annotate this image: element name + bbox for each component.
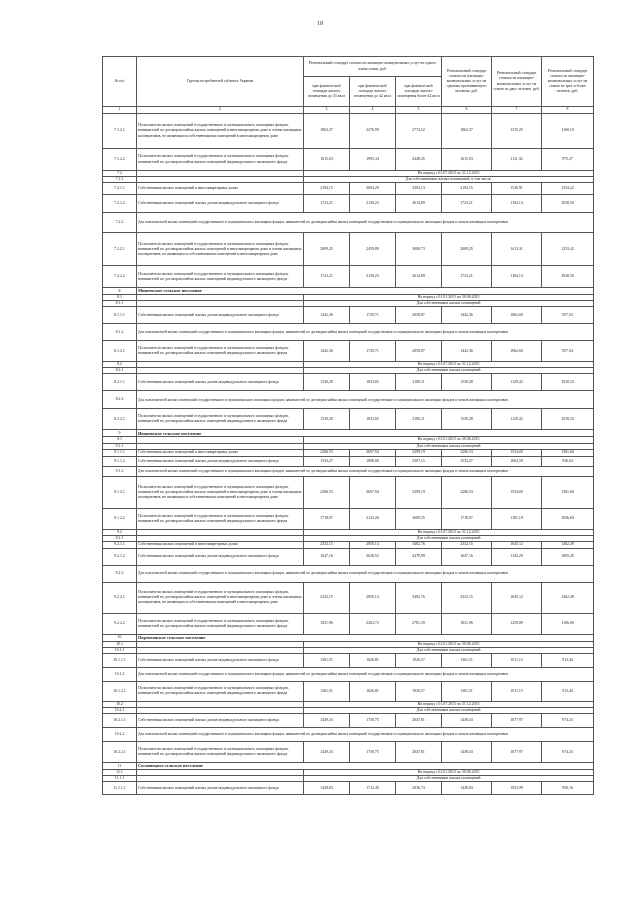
col-number: 5 — [396, 107, 442, 114]
standard-value: 1142,29 — [492, 548, 542, 565]
row-number: 9.1 — [103, 437, 137, 443]
subgroup-row — [103, 667, 594, 681]
standard-value: 1018,33 — [542, 374, 594, 391]
standard-value: 1729,71 — [350, 341, 396, 362]
table-row — [103, 449, 594, 456]
standard-value: 1647,16 — [304, 548, 350, 565]
col-number: 4 — [350, 107, 396, 114]
row-number: 9.1.2.2 — [103, 508, 137, 529]
standard-value: 1449,43 — [442, 742, 492, 763]
table-row — [103, 613, 594, 634]
standard-value: 1995,34 — [350, 149, 396, 171]
table-row — [103, 149, 594, 171]
table-body — [103, 57, 594, 795]
section-row — [103, 430, 594, 437]
standard-value: 3482,76 — [396, 582, 442, 613]
standard-value: 1888,06 — [350, 456, 396, 466]
table-row — [103, 183, 594, 195]
period-label: Для собственников жилых помещений — [304, 535, 594, 541]
col-number: 8 — [542, 107, 594, 114]
consumer-group-name: Собственники жилых помещений жилых домов индивидуального жилищного фонда — [137, 456, 304, 466]
standard-value: 2332,15 — [304, 541, 350, 548]
consumer-group-name: Пользователи жилых помещений государственного и муниципального жилищных фондов, нанимателей по договорам найма жилых помещений в многоквартирном доме и члены жилищных кооперативов, не являющихся собственниками помещений в многоквартирном доме — [137, 476, 304, 508]
header-no: № п/п — [103, 57, 137, 107]
standard-value: 1442,36 — [304, 341, 350, 362]
subgroup-label: Для пользователей жилых помещений государственного и муниципального жилищных фондов, нанимателей по договорам найма жилых помещений государственного и муниципального жилищных фондов и членов жилищных кооперативов — [137, 667, 594, 681]
standard-value: 2459,09 — [350, 233, 396, 266]
table-row — [103, 195, 594, 213]
standard-value: 1530,28 — [442, 374, 492, 391]
row-number: 7.1.2.1 — [103, 114, 137, 149]
standard-value: 1005,20 — [542, 548, 594, 565]
standard-value: 1184,14 — [492, 195, 542, 213]
consumer-group-name: Пользователи жилых помещений государственного и муниципального жилищных фондов, нанимателей по договорам найма жилых помещений индивидуального жилищного фонда — [137, 742, 304, 763]
standard-value: 2028,52 — [350, 548, 396, 565]
row-number: 8.2 — [103, 362, 137, 368]
table-row — [103, 456, 594, 466]
row-number: 8.2.1 — [103, 368, 137, 374]
row-number: 8.1.1.1 — [103, 307, 137, 324]
col-number: 7 — [492, 107, 542, 114]
header-row-top — [103, 57, 594, 77]
standard-value: 1730,75 — [350, 742, 396, 763]
row-number: 9.2.1 — [103, 535, 137, 541]
standard-value: 3482,76 — [396, 541, 442, 548]
row-number: 10.1.1 — [103, 647, 137, 653]
row-number: 11.1.1.1 — [103, 782, 137, 795]
subgroup-label: Для пользователей жилых помещений государственного и муниципального жилищных фондов, нанимателей по договорам найма жилых помещений государственного и муниципального жилищных фондов и членов жилищных кооперативов — [137, 324, 594, 341]
period-label: Для собственников жилых помещений, в том числе: — [304, 177, 594, 183]
standard-value: 1533,27 — [304, 456, 350, 466]
standard-value: 2609,55 — [396, 508, 442, 529]
standard-value: 2774,52 — [396, 114, 442, 149]
standard-value: 1863,37 — [442, 114, 492, 149]
period-label: На период с 01.07.2015 по 31.12.2015 — [304, 171, 594, 177]
row-number: 10 — [103, 634, 137, 641]
consumer-group-name: Собственники жилых помещений в многоквартирных домах — [137, 183, 304, 195]
standard-value: 2263,72 — [350, 613, 396, 634]
standard-value: 1053,99 — [492, 782, 542, 795]
header-row-numbers — [103, 107, 594, 114]
row-number: 10.2.2.1 — [103, 742, 137, 763]
table-row — [103, 742, 594, 763]
standard-value: 974,23 — [542, 714, 594, 728]
row-number: 9.2.1.1 — [103, 541, 137, 548]
period-label: Для собственников жилых помещений — [304, 368, 594, 374]
header-three-plus: Региональный стандарт стоимости жилищно-коммунальных услуг на семью из трех и более человек, руб. — [542, 57, 594, 107]
standard-value: 1712,49 — [350, 782, 396, 795]
standard-value: 2448,45 — [396, 149, 442, 171]
row-number: 11 — [103, 763, 137, 770]
standard-value: 1259,89 — [492, 613, 542, 634]
standard-value: 1428,83 — [304, 782, 350, 795]
standard-value: 975,27 — [542, 149, 594, 171]
row-number: 8.2.1.1 — [103, 374, 137, 391]
subgroup-label: Для пользователей жилых помещений государственного и муниципального жилищных фондов, нанимателей по договорам найма жилых помещений государственного и муниципального жилищных фондов и членов жилищных кооперативов — [137, 466, 594, 476]
standard-value: 1038,50 — [542, 195, 594, 213]
period-label: На период с 01.01.2015 по 30.06.2015 — [304, 295, 594, 301]
row-number: 8.2.2.1 — [103, 409, 137, 430]
standard-value: 2307,15 — [396, 456, 442, 466]
standard-value: 1168,10 — [542, 114, 594, 149]
standard-value: 2123,26 — [350, 508, 396, 529]
standard-value: 1011,15 — [492, 681, 542, 701]
consumer-group-name: Пользователи жилых помещений государственного и муниципального жилищных фондов, нанимателей по договорам найма жилых помещений в многоквартирном доме и члены жилищных кооперативов, не являющихся собственниками помещений в многоквартирном доме — [137, 114, 304, 149]
standard-value: 1442,36 — [304, 307, 350, 324]
standard-value: 1381,60 — [542, 476, 594, 508]
row-number: 7.2.2 — [103, 213, 137, 233]
row-number: 9 — [103, 430, 137, 437]
standard-value: 3303,13 — [396, 183, 442, 195]
standard-value: 1530,28 — [304, 374, 350, 391]
row-number: 9.1.1 — [103, 443, 137, 449]
standard-value: 1361,51 — [304, 653, 350, 667]
row-number: 9.1.2.1 — [103, 476, 137, 508]
standard-value: 1926,57 — [396, 653, 442, 667]
period-label: Для собственников жилых помещений — [304, 301, 594, 307]
standard-value: 2180,11 — [396, 409, 442, 430]
standard-value: 1723,21 — [304, 266, 350, 288]
standard-value: 1449,43 — [442, 714, 492, 728]
settlement-name: Сосновецкое сельское поселение — [137, 763, 594, 770]
row-number: 10.1.1.1 — [103, 653, 137, 667]
subgroup-row — [103, 213, 594, 233]
standard-value: 1831,96 — [304, 613, 350, 634]
row-number: 9.1.1.2 — [103, 456, 137, 466]
row-number: 8.2.2 — [103, 391, 137, 409]
period-label: На период с 01.01.2015 по 30.06.2015 — [304, 641, 594, 647]
standard-value: 1036,84 — [542, 508, 594, 529]
standard-value: 1181,19 — [492, 508, 542, 529]
period-label: На период с 01.07.2015 по 31.12.2015 — [304, 362, 594, 368]
table-row — [103, 508, 594, 529]
consumer-group-name: Собственники жилых помещений жилых домов индивидуального жилищного фонда — [137, 195, 304, 213]
section-row — [103, 288, 594, 295]
standard-value: 1615,03 — [304, 149, 350, 171]
standard-value: 1626,81 — [350, 653, 396, 667]
consumer-group-name: Пользователи жилых помещений государственного и муниципального жилищных фондов, нанимателей по договорам найма жилых помещений в многоквартирном доме и члены жилищных кооперативов, не являющихся собственниками помещений в многоквартирном доме — [137, 233, 304, 266]
standard-value: 2130,23 — [350, 195, 396, 213]
subgroup-label: Для пользователей жилых помещений государственного и муниципального жилищных фондов, нанимателей по договорам найма жилых помещений государственного и муниципального жилищных фондов и членов жилищных кооперативов — [137, 728, 594, 742]
period-label: На период с 01.01.2015 по 30.06.2015 — [304, 437, 594, 443]
table-row — [103, 548, 594, 565]
standard-value: 2206,53 — [442, 449, 492, 456]
row-number: 8.1 — [103, 295, 137, 301]
consumer-group-name: Пользователи жилых помещений государственного и муниципального жилищных фондов, нанимателей по договорам найма жилых помещений индивидуального жилищного фонда — [137, 149, 304, 171]
subgroup-label: Для пользователей жилых помещений государственного и муниципального жилищных фондов, нанимателей по договорам найма жилых помещений государственного и муниципального жилищных фондов и членов жилищных кооперативов — [137, 565, 594, 582]
consumer-group-name: Собственники жилых помещений в многоквартирных домах — [137, 449, 304, 456]
table-row — [103, 374, 594, 391]
standard-value: 1253,42 — [542, 233, 594, 266]
standard-value: 2332,15 — [442, 541, 492, 548]
standard-value: 1615,03 — [442, 149, 492, 171]
row-number: 11.1.1 — [103, 776, 137, 782]
period-label: Для собственников жилых помещений — [304, 776, 594, 782]
table-row — [103, 307, 594, 324]
standard-value: 1833,65 — [350, 374, 396, 391]
standard-value: 1626,81 — [350, 681, 396, 701]
standard-value: 1718,07 — [304, 508, 350, 529]
standard-value: 2614,89 — [396, 195, 442, 213]
standard-value: 2206,53 — [442, 476, 492, 508]
row-number: 10.1.2.1 — [103, 681, 137, 701]
consumer-group-name: Собственники жилых помещений жилых домов индивидуального жилищного фонда — [137, 714, 304, 728]
col-number: 3 — [304, 107, 350, 114]
standard-value: 2036,73 — [396, 782, 442, 795]
standard-value: 1449,43 — [304, 714, 350, 728]
row-number: 8.1.1 — [103, 301, 137, 307]
standard-value: 1723,21 — [442, 266, 492, 288]
col-number: 2 — [137, 107, 304, 114]
col-number: 6 — [442, 107, 492, 114]
row-number: 9.2.1.2 — [103, 548, 137, 565]
table-row — [103, 714, 594, 728]
consumer-group-name: Пользователи жилых помещений государственного и муниципального жилищных фондов, нанимателей по договорам найма жилых помещений индивидуального жилищного фонда — [137, 508, 304, 529]
standard-value: 1718,07 — [442, 508, 492, 529]
standard-value: 2850,14 — [350, 541, 396, 548]
row-number: 7.2.2.1 — [103, 233, 137, 266]
settlement-name: Минеевское сельское поселение — [137, 288, 594, 295]
standard-value: 1413,31 — [492, 233, 542, 266]
standard-value: 2697,94 — [350, 476, 396, 508]
standard-value: 1106,00 — [542, 613, 594, 634]
period-label: Для собственников жилых помещений — [304, 647, 594, 653]
header-area-over-42: при фактической площади жилого помещения более 42 кв.м — [396, 77, 442, 107]
period-label: На период с 01.07.2015 по 31.12.2015 — [304, 529, 594, 535]
row-number: 9.2.2.2 — [103, 613, 137, 634]
standard-value: 1315,25 — [492, 114, 542, 149]
standard-value: 950,16 — [542, 782, 594, 795]
row-number: 9.2.2 — [103, 565, 137, 582]
row-number: 7.2 — [103, 171, 137, 177]
standard-value: 2058,87 — [396, 307, 442, 324]
settlement-name: Партизанское сельское поселение — [137, 634, 594, 641]
standard-value: 1361,51 — [304, 681, 350, 701]
standard-value: 2047,81 — [396, 742, 442, 763]
standard-value: 1530,91 — [492, 183, 542, 195]
table-row — [103, 653, 594, 667]
header-standard-group: Региональный стандарт стоимости жилищно-коммунальных услуг на одного члена семьи, руб. — [304, 57, 442, 77]
standard-value: 1361,51 — [442, 653, 492, 667]
row-number: 10.1.2 — [103, 667, 137, 681]
period-label: На период с 01.07.2015 по 31.12.2015 — [304, 701, 594, 707]
standard-value: 1647,16 — [442, 548, 492, 565]
row-number: 11.1 — [103, 770, 137, 776]
standard-value: 1354,22 — [542, 183, 594, 195]
standard-value: 2697,94 — [350, 449, 396, 456]
section-row — [103, 763, 594, 770]
standard-value: 3000,73 — [396, 233, 442, 266]
standard-value: 1645,12 — [492, 582, 542, 613]
housing-standards-table — [102, 56, 594, 795]
page-number: 18 — [317, 21, 323, 27]
standard-value: 1129,42 — [492, 374, 542, 391]
standard-value: 2130,23 — [350, 266, 396, 288]
row-number: 8.1.2.1 — [103, 341, 137, 362]
row-number: 10.2.1.1 — [103, 714, 137, 728]
row-number: 8 — [103, 288, 137, 295]
standard-value: 1554,69 — [492, 449, 542, 456]
period-label: Для собственников жилых помещений — [304, 708, 594, 714]
row-number: 7.2.1.2 — [103, 195, 137, 213]
standard-value: 1361,51 — [442, 681, 492, 701]
standard-value: 1462,49 — [542, 582, 594, 613]
standard-value: 1442,36 — [442, 341, 492, 362]
standard-value: 1723,21 — [304, 195, 350, 213]
standard-value: 3299,19 — [396, 449, 442, 456]
subgroup-row — [103, 324, 594, 341]
standard-value: 1062,60 — [492, 307, 542, 324]
standard-value: 2194,15 — [442, 183, 492, 195]
row-number: 10.2 — [103, 701, 137, 707]
standard-value: 2194,15 — [304, 183, 350, 195]
standard-value: 957,54 — [542, 341, 594, 362]
table-row — [103, 582, 594, 613]
standard-value: 2206,53 — [304, 476, 350, 508]
consumer-group-name: Пользователи жилых помещений государственного и муниципального жилищных фондов, нанимателей по договорам найма жилых помещений индивидуального жилищного фонда — [137, 266, 304, 288]
row-number: 9.2.2.1 — [103, 582, 137, 613]
consumer-group-name: Пользователи жилых помещений государственного и муниципального жилищных фондов, нанимателей по договорам найма жилых помещений индивидуального жилищного фонда — [137, 613, 304, 634]
standard-value: 2047,81 — [396, 714, 442, 728]
standard-value: 1723,21 — [442, 195, 492, 213]
standard-value: 1184,14 — [492, 266, 542, 288]
standard-value: 1730,75 — [350, 714, 396, 728]
standard-value: 1062,60 — [492, 341, 542, 362]
subgroup-row — [103, 466, 594, 476]
standard-value: 913,44 — [542, 653, 594, 667]
row-number: 7.2.1.1 — [103, 183, 137, 195]
settlement-name: Ивановское сельское поселение — [137, 430, 594, 437]
table-row — [103, 782, 594, 795]
header-area-42: при фактической площади жилого помещения до 42 кв.м — [350, 77, 396, 107]
consumer-group-name: Собственники жилых помещений в многоквартирных домах — [137, 541, 304, 548]
consumer-group-name: Собственники жилых помещений жилых домов индивидуального жилищного фонда — [137, 307, 304, 324]
subgroup-label: Для пользователей жилых помещений государственного и муниципального жилищных фондов, нанимателей по договорам найма жилых помещений государственного и муниципального жилищных фондов и членов жилищных кооперативов — [137, 213, 594, 233]
row-number: 9.1.1.1 — [103, 449, 137, 456]
row-number: 9.2 — [103, 529, 137, 535]
standard-value: 1111,32 — [492, 149, 542, 171]
standard-value: 1533,27 — [442, 456, 492, 466]
standard-value: 2332,15 — [304, 582, 350, 613]
standard-value: 1645,12 — [492, 541, 542, 548]
standard-value: 936,04 — [542, 456, 594, 466]
consumer-group-name: Пользователи жилых помещений государственного и муниципального жилищных фондов, нанимателей по договорам найма жилых помещений индивидуального жилищного фонда — [137, 681, 304, 701]
consumer-group-name: Пользователи жилых помещений государственного и муниципального жилищных фондов, нанимателей по договорам найма жилых помещений индивидуального жилищного фонда — [137, 409, 304, 430]
header-single-person: Региональный стандарт стоимости жилищно-коммунальных услуг на одиноко проживающего человека, руб. — [442, 57, 492, 107]
subgroup-row — [103, 391, 594, 409]
standard-value: 2276,99 — [350, 114, 396, 149]
standard-value: 1428,83 — [442, 782, 492, 795]
standard-value: 1449,43 — [304, 742, 350, 763]
standard-value: 1063,59 — [492, 456, 542, 466]
consumer-group-name: Собственники жилых помещений жилых домов индивидуального жилищного фонда — [137, 374, 304, 391]
table-row — [103, 541, 594, 548]
row-number: 7.2.1 — [103, 177, 137, 183]
row-number: 8.1.2 — [103, 324, 137, 341]
standard-value: 2694,29 — [350, 183, 396, 195]
table-row — [103, 341, 594, 362]
standard-value: 1530,28 — [442, 409, 492, 430]
consumer-group-name: Собственники жилых помещений жилых домов индивидуального жилищного фонда — [137, 782, 304, 795]
subgroup-label: Для пользователей жилых помещений государственного и муниципального жилищных фондов, нанимателей по договорам найма жилых помещений государственного и муниципального жилищных фондов и членов жилищных кооперативов — [137, 391, 594, 409]
col-number: 1 — [103, 107, 137, 114]
standard-value: 1381,60 — [542, 449, 594, 456]
standard-value: 2850,14 — [350, 582, 396, 613]
subgroup-row — [103, 565, 594, 582]
standard-value: 2781,39 — [396, 613, 442, 634]
row-number: 10.2.2 — [103, 728, 137, 742]
consumer-group-name: Собственники жилых помещений жилых домов индивидуального жилищного фонда — [137, 548, 304, 565]
header-two-person: Региональный стандарт стоимости жилищно-коммунальных услуг на семью из двух человек, руб. — [492, 57, 542, 107]
period-label: Для собственников жилых помещений — [304, 443, 594, 449]
standard-value: 1833,65 — [350, 409, 396, 430]
table-row — [103, 681, 594, 701]
standard-value: 957,54 — [542, 307, 594, 324]
standard-value: 2332,15 — [442, 582, 492, 613]
standard-value: 1462,49 — [542, 541, 594, 548]
section-row — [103, 634, 594, 641]
standard-value: 2206,53 — [304, 449, 350, 456]
standard-value: 1926,57 — [396, 681, 442, 701]
standard-value: 2009,25 — [442, 233, 492, 266]
row-number: 10.2.1 — [103, 708, 137, 714]
consumer-group-name: Собственники жилых помещений жилых домов индивидуального жилищного фонда — [137, 653, 304, 667]
standard-value: 1077,97 — [492, 714, 542, 728]
standard-value: 1831,96 — [442, 613, 492, 634]
standard-value: 2478,99 — [396, 548, 442, 565]
standard-value: 1011,15 — [492, 653, 542, 667]
table-row — [103, 114, 594, 149]
consumer-group-name: Пользователи жилых помещений государственного и муниципального жилищных фондов, нанимателей по договорам найма жилых помещений в многоквартирном доме и члены жилищных кооперативов, не являющихся собственниками помещений в многоквартирном доме — [137, 582, 304, 613]
standard-value: 2009,25 — [304, 233, 350, 266]
consumer-group-name: Пользователи жилых помещений государственного и муниципального жилищных фондов, нанимателей по договорам найма жилых помещений индивидуального жилищного фонда — [137, 341, 304, 362]
standard-value: 1018,33 — [542, 409, 594, 430]
table-row — [103, 409, 594, 430]
standard-value: 1530,28 — [304, 409, 350, 430]
table-row — [103, 266, 594, 288]
standard-value: 1129,42 — [492, 409, 542, 430]
row-number: 7.1.2.2 — [103, 149, 137, 171]
standard-value: 913,44 — [542, 681, 594, 701]
standard-value: 1077,97 — [492, 742, 542, 763]
standard-value: 974,23 — [542, 742, 594, 763]
standard-value: 2614,89 — [396, 266, 442, 288]
table-row — [103, 476, 594, 508]
standard-value: 1038,50 — [542, 266, 594, 288]
standard-value: 2058,87 — [396, 341, 442, 362]
row-number: 7.2.2.2 — [103, 266, 137, 288]
subgroup-row — [103, 728, 594, 742]
standard-value: 2180,11 — [396, 374, 442, 391]
table-row — [103, 233, 594, 266]
header-area-33: при фактической площади жилого помещения до 33 кв.м — [304, 77, 350, 107]
period-label: На период с 01.01.2015 по 30.06.2015 — [304, 770, 594, 776]
standard-value: 1863,37 — [304, 114, 350, 149]
standard-value: 1554,69 — [492, 476, 542, 508]
standard-value: 1442,36 — [442, 307, 492, 324]
standard-value: 1729,71 — [350, 307, 396, 324]
header-group: Группы потребителей субъекта Украина — [137, 57, 304, 107]
row-number: 10.1 — [103, 641, 137, 647]
row-number: 9.1.2 — [103, 466, 137, 476]
standard-value: 3299,19 — [396, 476, 442, 508]
